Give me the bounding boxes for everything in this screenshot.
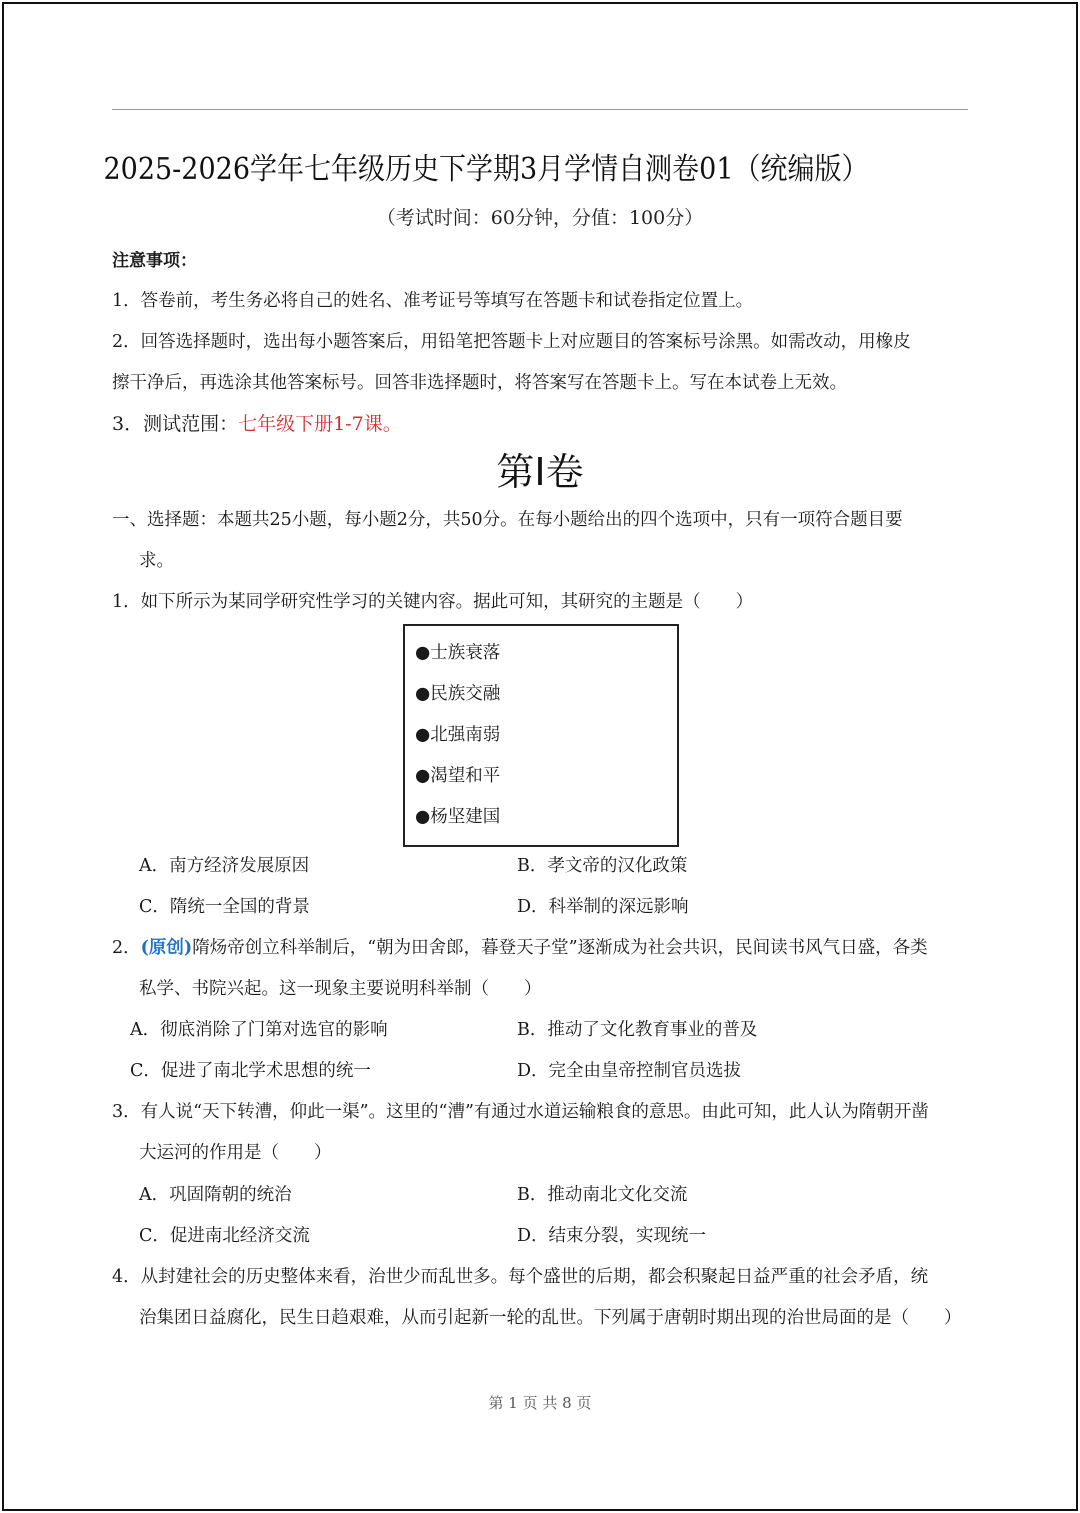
- note-item-3: [112, 410, 402, 438]
- note-item-1: 1．答卷前，考生务必将自己的姓名、准考证号等填写在答题卡和试卷指定位置上。: [112, 291, 754, 311]
- q2-option-a: A．彻底消除了门第对选官的影响: [130, 1020, 388, 1040]
- q2-stem-line-2: 私学、书院兴起。这一现象主要说明科举制（ ）: [139, 979, 542, 999]
- q4-stem-line-2: 治集团日益腐化，民生日趋艰难，从而引起新一轮的乱世。下列属于唐朝时期出现的治世局面的是（ ）: [139, 1308, 962, 1328]
- q1-key-content-box: [403, 624, 679, 847]
- section-instructions-line-1: 一、选择题：本题共25小题，每小题2分，共50分。在每小题给出的四个选项中，只有一项符合题目要: [112, 510, 903, 530]
- q1-option-d: D．科举制的深远影响: [517, 897, 689, 917]
- section-instructions-line-2: 求。: [139, 551, 174, 571]
- q3-option-c: C．促进南北经济交流: [139, 1226, 310, 1246]
- q2-original-tag: (原创): [140, 938, 193, 958]
- q2-stem-text: 隋炀帝创立科举制后，“朝为田舍郎，暮登天子堂”逐渐成为社会共识，民间读书风气日盛，各类: [192, 938, 928, 958]
- q1-box-item: ●北强南弱: [415, 725, 501, 745]
- q3-option-d: D．结束分裂，实现统一: [517, 1226, 707, 1246]
- q3-stem-line-1: 3．有人说“天下转漕，仰此一渠”。这里的“漕”有通过水道运输粮食的意思。由此可知，此人认为隋朝开凿: [112, 1102, 929, 1122]
- q4-stem-line-1: 4．从封建社会的历史整体来看，治世少而乱世多。每个盛世的后期，都会积聚起日益严重的社会矛盾，统: [112, 1267, 929, 1287]
- q2-option-b: B．推动了文化教育事业的普及: [517, 1020, 758, 1040]
- page-number: 第 1 页 共 8 页: [488, 1394, 592, 1412]
- q1-box-item: ●渴望和平: [415, 766, 501, 786]
- q3-option-a: A．巩固隋朝的统治: [139, 1185, 292, 1205]
- q1-stem: 1．如下所示为某同学研究性学习的关键内容。据此可知，其研究的主题是（ ）: [112, 592, 754, 612]
- q1-box-item: ●士族衰落: [415, 643, 501, 663]
- q2-stem-line-1: [112, 934, 928, 962]
- q3-stem-line-2: 大运河的作用是（ ）: [139, 1143, 332, 1163]
- q1-option-a: A．南方经济发展原因: [139, 856, 310, 876]
- q1-option-b: B．孝文帝的汉化政策: [517, 856, 688, 876]
- header-rule: [112, 109, 968, 110]
- q2-number: 2．: [112, 938, 141, 958]
- exam-title: 2025-2026学年七年级历史下学期3月学情自测卷01（统编版）: [103, 152, 869, 187]
- exam-subtitle: （考试时间：60分钟，分值：100分）: [376, 207, 704, 229]
- test-range: 七年级下册1-7课。: [238, 413, 402, 435]
- notes-heading: 注意事项：: [112, 251, 197, 271]
- note-item-3-label: 3．测试范围：: [112, 413, 239, 435]
- q1-box-item: ●民族交融: [415, 684, 501, 704]
- note-item-2-line-1: 2．回答选择题时，选出每小题答案后，用铅笔把答题卡上对应题目的答案标号涂黑。如需改动，用橡皮: [112, 332, 911, 352]
- q1-box-item: ●杨坚建国: [415, 807, 501, 827]
- volume-title: 第Ⅰ卷: [496, 450, 584, 494]
- q2-option-d: D．完全由皇帝控制官员选拔: [517, 1061, 742, 1081]
- q2-option-c: C．促进了南北学术思想的统一: [130, 1061, 371, 1081]
- q3-option-b: B．推动南北文化交流: [517, 1185, 688, 1205]
- note-item-2-line-2: 擦干净后，再选涂其他答案标号。回答非选择题时，将答案写在答题卡上。写在本试卷上无效。: [112, 373, 847, 393]
- q1-option-c: C．隋统一全国的背景: [139, 897, 310, 917]
